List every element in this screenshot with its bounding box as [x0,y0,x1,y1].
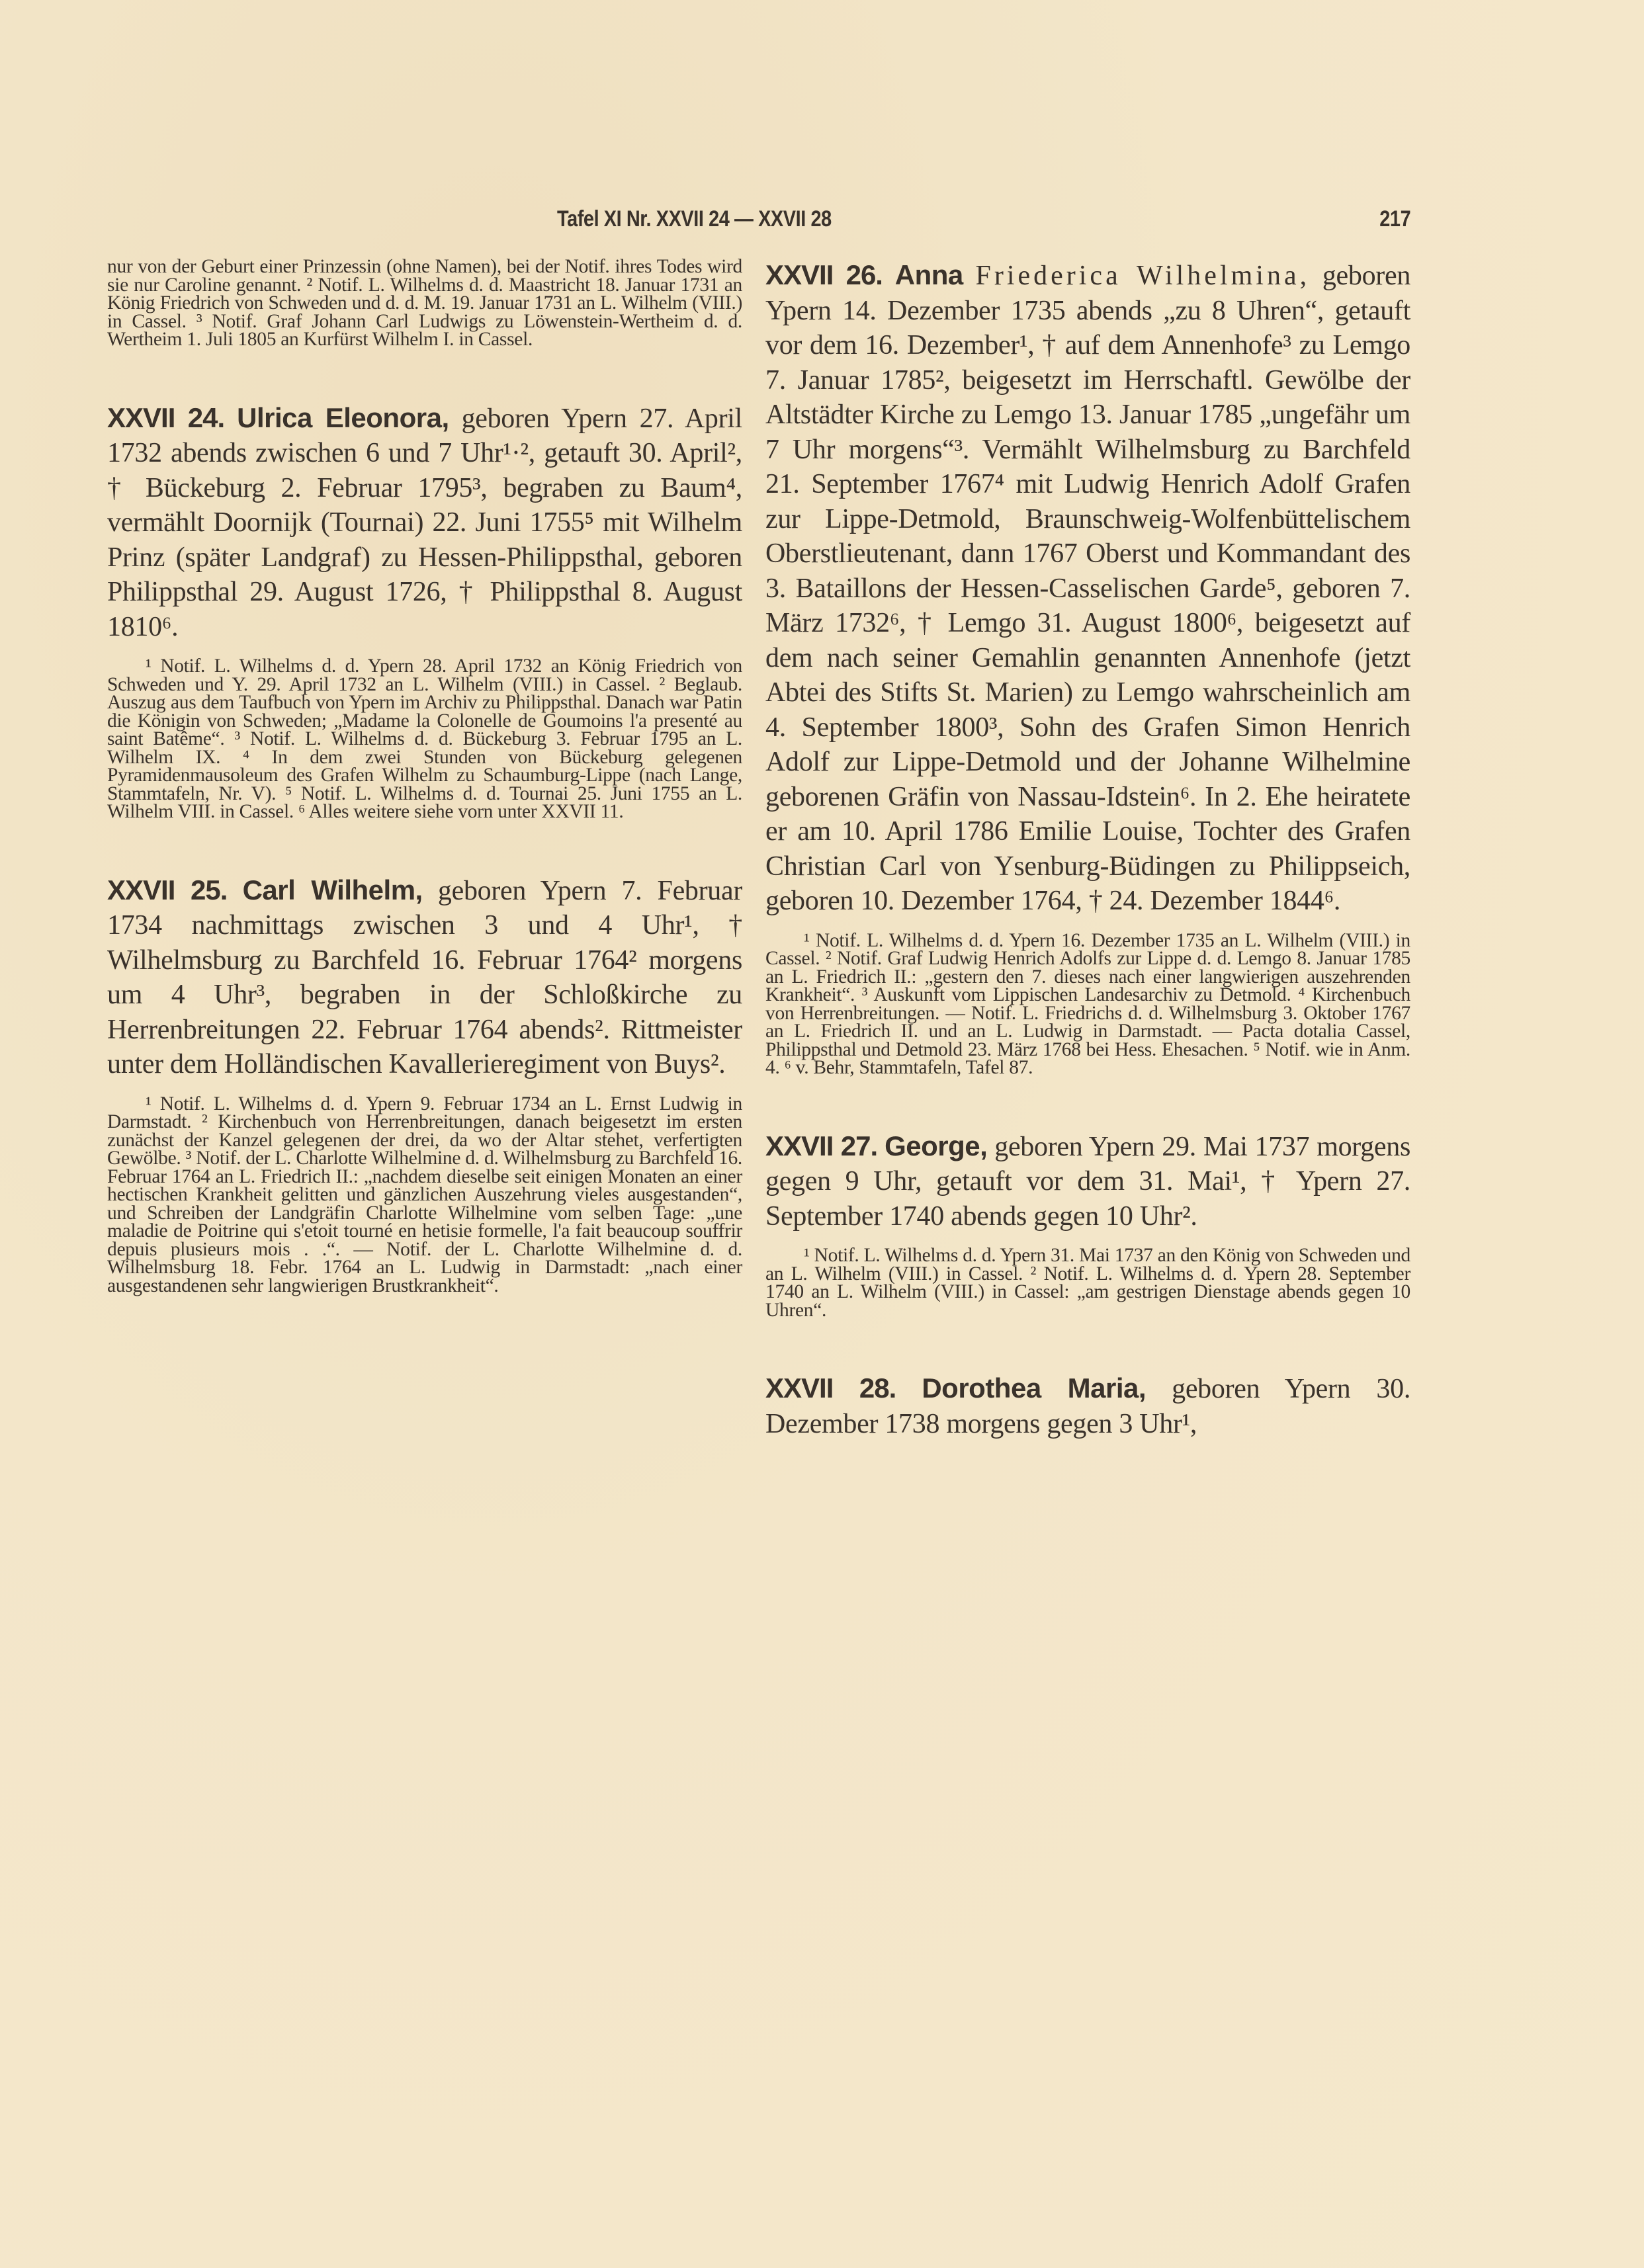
entry-footnotes: ¹ Notif. L. Wilhelms d. d. Ypern 31. Mai 1737 an den König von Schweden und an L. Wilhelm (VIII.) in Cassel. ² Notif. L. Wilhelms d. d. Ypern 28. September 1740 an L. Wilhelm (VIII.) in Cassel: „am gestrigen Dienstage abends gegen 10 Uhren“. [765,1245,1410,1321]
entry-number: XXVII 27. [765,1130,878,1161]
entry-number: XXVII 26. [765,259,883,290]
header-title: Tafel XI Nr. XXVII 24 — XXVII 28 [557,206,832,231]
entry-name-spaced: Friederica Wilhelmina, [975,261,1311,291]
entry-text: geboren Ypern 7. Februar 1734 nachmittags zwischen 3 und 4 Uhr¹, † Wilhelmsburg zu Barchfeld 16. Februar 1764² morgens um 4 Uhr³, begraben in der Schloßkirche zu Herrenbreitungen 22. Februar 1764 abends². Rittmeister unter dem Holländischen Kavallerieregiment von Buys². [107,875,743,1079]
entry-name: Dorothea Maria, [922,1372,1146,1404]
running-header [107,198,1410,245]
entry-xxvii-25 [107,873,742,1296]
entry-text: geboren Ypern 29. Mai 1737 morgens gegen 9 Uhr, getauft vor dem 31. Mai¹, † Ypern 27. September 1740 abends gegen 10 Uhr². [765,1131,1411,1232]
entry-xxvii-28 [765,1371,1410,1441]
entry-paragraph [765,1371,1410,1441]
entry-name: Carl Wilhelm, [242,874,423,905]
entry-name: George, [885,1130,988,1161]
entry-paragraph [765,258,1410,919]
entry-xxvii-27 [765,1129,1410,1320]
entry-text: geboren Ypern 14. Dezember 1735 abends „zu 8 Uhren“, getauft vor dem 16. Dezember¹, † auf dem Annenhofe³ zu Lemgo 7. Januar 1785², beigesetzt im Herrschaftl. Gewölbe der Altstädter Kirche zu Lemgo 13. Januar 1785 „ungefähr um 7 Uhr morgens“³. Vermählt Wilhelmsburg zu Barchfeld 21. September 1767⁴ mit Ludwig Henrich Adolf Grafen zur Lippe-Detmold, Braunschweig-Wolfenbüttelischem Oberstlieutenant, dann 1767 Oberst und Kommandant des 3. Bataillons der Hessen-Casselischen Garde⁵, geboren 7. März 1732⁶, † Lemgo 31. August 1800⁶, beigesetzt auf dem nach seiner Gemahlin genannten Annenhofe (jetzt Abtei des Stifts St. Marien) zu Lemgo wahrscheinlich am 4. September 1800³, Sohn des Grafen Simon Henrich Adolf zur Lippe-Detmold und der Johanne Wilhelmine geborenen Gräfin von Nassau-Idstein⁶. In 2. Ehe heiratete er am 10. April 1786 Emilie Louise, Tochter des Grafen Christian Carl von Ysenburg-Büdingen zu Philippseich, geboren 10. Dezember 1764, † 24. Dezember 1844⁶. [765,261,1411,916]
entry-number: XXVII 25. [107,874,228,905]
entry-number: XXVII 24. [107,401,225,433]
continued-footnotes: nur von der Geburt einer Prinzessin (ohne Namen), bei der Notif. ihres Todes wird sie nur Caroline genannt. ² Notif. L. Wilhelms d. d. Maastricht 18. Januar 1731 an König Friedrich von Schweden und d. d. M. 19. Januar 1731 an L. Wilhelm (VIII.) in Cassel. ³ Notif. Graf Johann Carl Ludwigs zu Löwenstein-Wertheim d. d. Wertheim 1. Juli 1805 an Kurfürst Wilhelm I. in Cassel. [107,256,742,350]
entry-xxvii-24 [107,401,742,821]
entry-paragraph [765,1129,1410,1234]
entry-number: XXVII 28. [765,1372,896,1404]
right-column [765,258,1410,1441]
entry-paragraph [107,873,742,1082]
entry-footnotes: ¹ Notif. L. Wilhelms d. d. Ypern 28. April 1732 an König Friedrich von Schweden und Y. 29. April 1732 an L. Wilhelm (VIII.) in Cassel. ² Beglaub. Auszug aus dem Taufbuch von Ypern im Archiv zu Philippsthal. Danach war Patin die Königin von Schweden; „Madame la Colonelle de Goumoins l'a presenté au saint Batême“. ³ Notif. L. Wilhelms d. d. Bückeburg 3. Februar 1795 an L. Wilhelm IX. ⁴ In dem zwei Stunden von Bückeburg gelegenen Pyramidenmausoleum des Grafen Wilhelm zu Schaumburg-Lippe (nach Lange, Stammtafeln, Nr. V). ⁵ Notif. L. Wilhelms d. d. Tournai 25. Juni 1755 an L. Wilhelm VIII. in Cassel. ⁶ Alles weitere siehe vorn unter XXVII 11. [107,655,742,822]
entry-footnotes: ¹ Notif. L. Wilhelms d. d. Ypern 16. Dezember 1735 an L. Wilhelm (VIII.) in Cassel. ² Notif. Graf Ludwig Henrich Adolfs zur Lippe d. d. Lemgo 8. Januar 1785 an L. Friedrich II.: „gestern den 7. dieses nach einer langwierigen auszehrenden Krankheit“. ³ Auskunft vom Lippischen Landesarchiv zu Detmold. ⁴ Kirchenbuch von Herrenbreitungen. — Notif. L. Friedrichs d. d. Wilhelmsburg 3. Oktober 1767 an L. Friedrich II. und an L. Ludwig in Darmstadt. — Pacta dotalia Cassel, Philippsthal und Detmold 23. März 1768 bei Hess. Ehesachen. ⁵ Notif. wie in Anm. 4. ⁶ v. Behr, Stammtafeln, Tafel 87. [765,929,1410,1078]
entry-xxvii-26 [765,258,1410,1077]
document-page [107,198,1410,1441]
entry-text: geboren Ypern 27. April 1732 abends zwischen 6 und 7 Uhr¹·², getauft 30. April², † Bückeburg 2. Februar 1795³, begraben zu Baum⁴, vermählt Doornijk (Tournai) 22. Juni 1755⁵ mit Wilhelm Prinz (später Landgraf) zu Hessen-Philippsthal, geboren Philippsthal 29. August 1726, † Philippsthal 8. August 1810⁶. [107,403,743,642]
entry-name: Anna [894,259,963,290]
two-column-body [107,258,1410,1441]
entry-paragraph [107,401,742,645]
entry-footnotes: ¹ Notif. L. Wilhelms d. d. Ypern 9. Februar 1734 an L. Ernst Ludwig in Darmstadt. ² Kirchenbuch von Herrenbreitungen, danach beigesetzt im ersten zunächst der Kanzel gelegenen der drei, da wo der Altar stehet, verfertigten Gewölbe. ³ Notif. der L. Charlotte Wilhelmine d. d. Wilhelmsburg zu Barchfeld 16. Februar 1764 an L. Friedrich II.: „nachdem dieselbe seit einigen Monaten an einer hectischen Krankheit gelitten und gänzlichen Auszehrung vieles ausgestanden“, und Schreiben der Landgräfin Charlotte Wilhelmine vom selben Tage: „une maladie de Poitrine qui s'etoit tourné en hetisie formelle, l'a fait beaucoup souffrir depuis plusieurs mois . .“. — Notif. der L. Charlotte Wilhelmine d. d. Wilhelmsburg 18. Febr. 1764 an L. Ludwig in Darmstadt: „nach einer ausgestandenen sehr langwierigen Brustkrankheit“. [107,1093,742,1296]
entry-name: Ulrica Eleonora, [237,401,449,433]
page-number: 217 [1379,206,1410,231]
left-column [107,258,742,1441]
entry-text: geboren Ypern 30. Dezember 1738 morgens gegen 3 Uhr¹, [765,1374,1411,1439]
